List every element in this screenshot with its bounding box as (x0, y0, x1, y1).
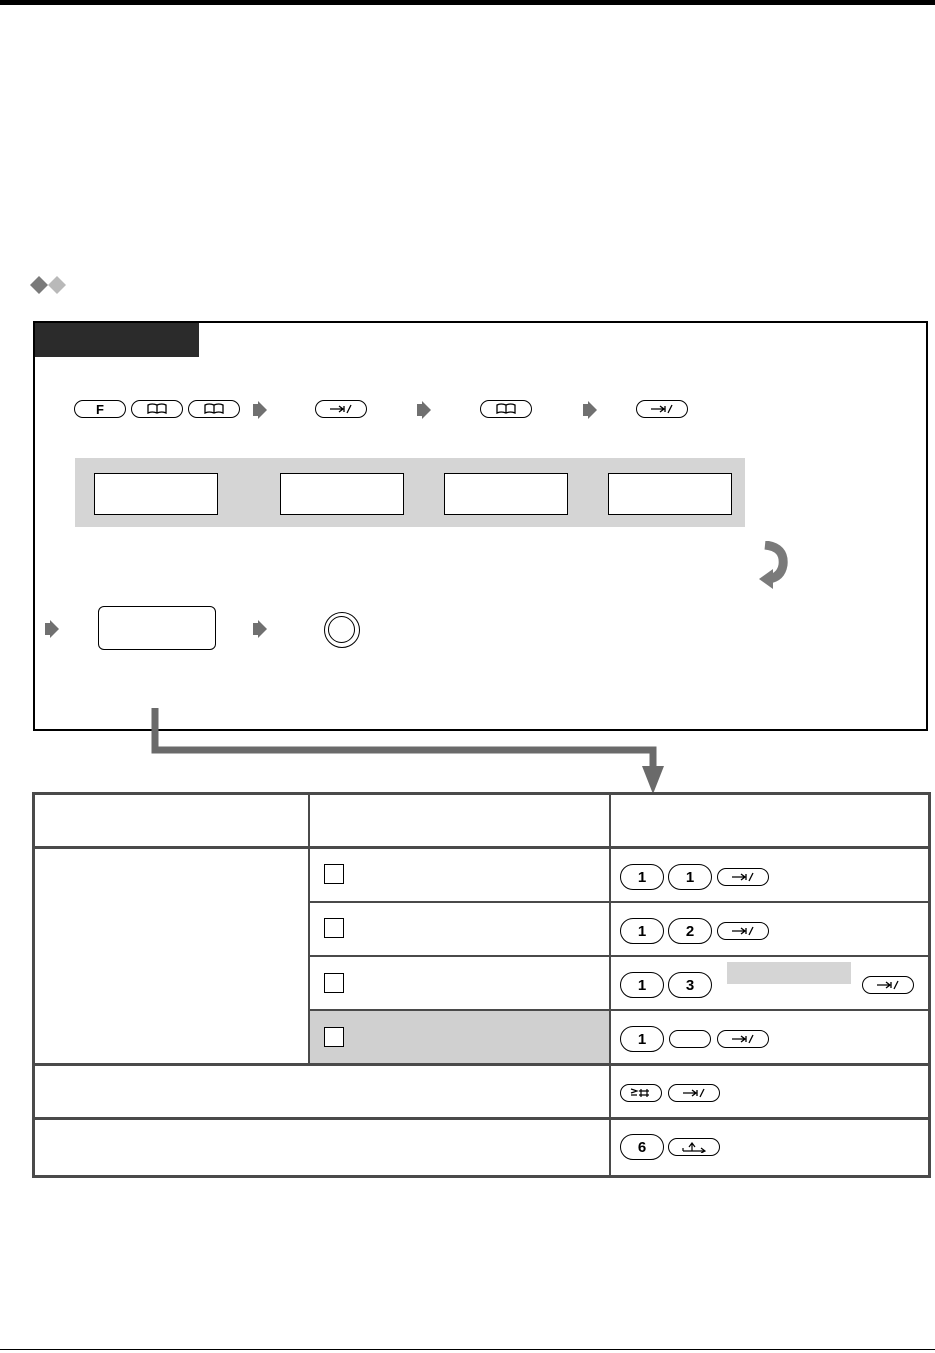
step-arrow-icon (258, 620, 267, 638)
enter-key[interactable] (668, 1084, 720, 1102)
enter-key[interactable] (717, 868, 769, 886)
back-key[interactable] (668, 1138, 720, 1156)
digit-key[interactable] (620, 1134, 664, 1160)
display-strip (75, 458, 745, 527)
enter-arrow-icon (649, 404, 675, 414)
digit-key-label: 1 (685, 868, 695, 886)
enter-key[interactable] (717, 1030, 769, 1048)
enter-key[interactable] (717, 922, 769, 940)
diamond-bullets-icon (30, 276, 70, 294)
panel-header-tab (35, 323, 199, 357)
option-checkbox[interactable] (324, 973, 344, 993)
enter-arrow-icon (730, 926, 756, 936)
book-key[interactable] (131, 400, 183, 418)
table-divider (609, 792, 611, 1178)
blank-key[interactable] (669, 1030, 711, 1048)
enter-arrow-icon (875, 980, 901, 990)
option-checkbox[interactable] (324, 864, 344, 884)
digit-key[interactable] (668, 864, 712, 890)
table-divider (32, 846, 931, 849)
enter-arrow-icon (730, 1034, 756, 1044)
digit-key-label: 1 (637, 1030, 647, 1048)
step-arrow-icon (588, 401, 597, 419)
book-icon (203, 403, 225, 415)
enter-key[interactable] (862, 976, 914, 994)
digit-key-label: 1 (637, 868, 647, 886)
digit-key[interactable] (620, 972, 664, 998)
enter-key[interactable] (636, 400, 688, 418)
pause-key[interactable] (620, 1084, 662, 1102)
table-divider (32, 1063, 931, 1066)
display-box (608, 473, 732, 515)
top-rule (0, 0, 935, 5)
book-key[interactable] (188, 400, 240, 418)
step-arrow-icon (50, 620, 59, 638)
settings-table (32, 792, 931, 1178)
table-divider (32, 1117, 931, 1120)
display-box (94, 473, 218, 515)
shaded-cell (310, 1011, 609, 1063)
enter-arrow-icon (681, 1088, 707, 1098)
bottom-rule (0, 1349, 935, 1350)
book-icon (495, 403, 517, 415)
option-checkbox[interactable] (324, 918, 344, 938)
digit-key-label: 6 (637, 1138, 647, 1156)
digit-key-label: 1 (637, 976, 647, 994)
option-checkbox[interactable] (324, 1027, 344, 1047)
digit-key[interactable] (668, 972, 712, 998)
enter-arrow-icon (328, 404, 354, 414)
store-button[interactable] (98, 606, 216, 650)
value-field[interactable] (727, 962, 851, 984)
step-arrow-icon (258, 401, 267, 419)
step-arrow-icon (422, 401, 431, 419)
table-divider (308, 955, 931, 957)
digit-key-label: 1 (637, 922, 647, 940)
return-arrow-icon (755, 541, 791, 591)
table-divider (308, 901, 931, 903)
connector-arrow-icon (145, 708, 675, 796)
back-arrow-icon (679, 1141, 709, 1153)
f-key[interactable] (74, 400, 126, 418)
digit-key[interactable] (620, 1026, 664, 1052)
enter-arrow-icon (730, 872, 756, 882)
digit-key[interactable] (620, 918, 664, 944)
digit-key[interactable] (620, 864, 664, 890)
end-button[interactable] (324, 612, 360, 648)
book-key[interactable] (480, 400, 532, 418)
pause-transfer-icon (629, 1087, 653, 1099)
enter-key[interactable] (315, 400, 367, 418)
digit-key-label: 3 (685, 976, 695, 994)
display-box (280, 473, 404, 515)
f-key-label: F (96, 401, 104, 417)
digit-key[interactable] (668, 918, 712, 944)
display-box (444, 473, 568, 515)
book-icon (146, 403, 168, 415)
digit-key-label: 2 (685, 922, 695, 940)
